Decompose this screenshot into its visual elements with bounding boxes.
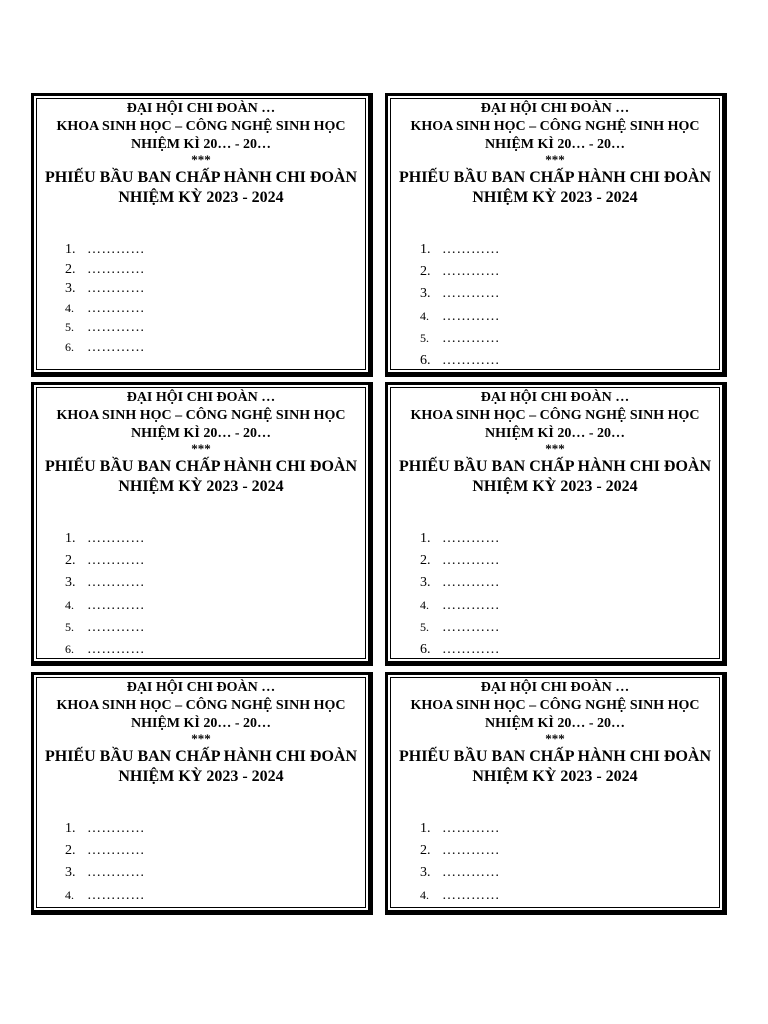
item-blank: …………	[442, 619, 500, 635]
list-item	[420, 821, 500, 843]
item-blank: …………	[87, 261, 145, 277]
ballot-card-inner	[390, 387, 720, 659]
ballot-title: PHIẾU BẦU BAN CHẤP HÀNH CHI ĐOÀN	[398, 169, 711, 186]
ballot-card-inner	[36, 98, 366, 370]
item-number: 5.	[420, 330, 429, 345]
item-number: 4.	[420, 597, 429, 612]
list-item	[420, 642, 500, 659]
list-item	[65, 598, 145, 620]
list-item	[65, 281, 145, 301]
item-number: 3.	[65, 281, 76, 296]
item-blank: …………	[442, 865, 500, 881]
item-number: 6.	[65, 339, 74, 354]
stars-divider: ***	[545, 731, 565, 746]
list-item	[420, 242, 500, 264]
list-item	[420, 553, 500, 575]
item-blank: …………	[442, 286, 500, 302]
item-blank: …………	[442, 597, 500, 613]
faculty-line: KHOA SINH HỌC – CÔNG NGHỆ SINH HỌC	[56, 408, 346, 423]
item-blank: …………	[87, 821, 145, 836]
item-blank: …………	[87, 641, 145, 657]
list-item	[420, 353, 500, 370]
list-item	[420, 309, 500, 331]
item-number: 1.	[420, 821, 431, 836]
ballot-header	[37, 100, 365, 208]
item-number: 4.	[65, 597, 74, 612]
item-number: 3.	[420, 286, 431, 302]
item-number: 2.	[65, 261, 76, 277]
stars-divider: ***	[191, 441, 211, 456]
list-item	[65, 575, 145, 597]
item-blank: …………	[87, 339, 145, 355]
faculty-line: KHOA SINH HỌC – CÔNG NGHỆ SINH HỌC	[56, 119, 346, 134]
list-item	[65, 888, 145, 908]
item-blank: …………	[87, 843, 145, 859]
ballot-card	[31, 672, 373, 915]
item-blank: …………	[442, 887, 500, 903]
list-item	[65, 865, 145, 887]
ballot-card	[385, 672, 727, 915]
item-blank: …………	[87, 575, 145, 591]
term-line: NHIỆM KÌ 20… - 20…	[131, 137, 271, 152]
ballot-term-title: NHIỆM KỲ 2023 - 2024	[472, 768, 638, 785]
candidate-list	[420, 242, 500, 370]
list-item	[65, 620, 145, 642]
item-number: 6.	[65, 641, 74, 656]
congress-line: ĐẠI HỘI CHI ĐOÀN …	[480, 101, 630, 116]
ballot-title: PHIẾU BẦU BAN CHẤP HÀNH CHI ĐOÀN	[44, 169, 357, 186]
item-blank: …………	[87, 619, 145, 635]
term-line: NHIỆM KÌ 20… - 20…	[485, 426, 625, 441]
term-line: NHIỆM KÌ 20… - 20…	[131, 426, 271, 441]
ballot-term-title: NHIỆM KỲ 2023 - 2024	[472, 189, 638, 206]
item-blank: …………	[442, 352, 500, 368]
faculty-line: KHOA SINH HỌC – CÔNG NGHỆ SINH HỌC	[410, 408, 700, 423]
list-item	[420, 888, 500, 908]
item-number: 2.	[65, 843, 76, 859]
item-number: 6.	[420, 352, 431, 368]
item-number: 3.	[420, 865, 431, 881]
item-blank: …………	[442, 575, 500, 591]
item-number: 1.	[420, 531, 431, 546]
candidate-list	[420, 821, 500, 908]
congress-line: ĐẠI HỘI CHI ĐOÀN …	[126, 101, 276, 116]
list-item	[420, 286, 500, 308]
stars-divider: ***	[545, 152, 565, 167]
item-blank: …………	[87, 242, 145, 257]
list-item	[65, 242, 145, 262]
item-number: 3.	[420, 575, 431, 591]
candidate-list	[65, 242, 145, 359]
ballot-header	[37, 679, 365, 787]
item-blank: …………	[87, 300, 145, 316]
ballot-card-inner	[36, 677, 366, 908]
item-number: 5.	[65, 619, 74, 634]
term-line: NHIỆM KÌ 20… - 20…	[485, 137, 625, 152]
item-number: 5.	[65, 320, 74, 334]
item-blank: …………	[87, 865, 145, 881]
faculty-line: KHOA SINH HỌC – CÔNG NGHỆ SINH HỌC	[410, 698, 700, 713]
item-blank: …………	[442, 242, 500, 257]
list-item	[420, 865, 500, 887]
faculty-line: KHOA SINH HỌC – CÔNG NGHỆ SINH HỌC	[56, 698, 346, 713]
item-blank: …………	[442, 330, 500, 346]
ballot-title: PHIẾU BẦU BAN CHẤP HÀNH CHI ĐOÀN	[398, 458, 711, 475]
item-number: 2.	[420, 553, 431, 569]
item-blank: …………	[87, 531, 145, 546]
list-item	[65, 301, 145, 321]
list-item	[65, 531, 145, 553]
item-number: 4.	[420, 308, 429, 323]
ballot-card	[31, 93, 373, 377]
item-number: 2.	[420, 264, 431, 280]
list-item	[420, 331, 500, 353]
item-number: 3.	[65, 865, 76, 881]
stars-divider: ***	[191, 731, 211, 746]
ballot-card-inner	[36, 387, 366, 659]
list-item	[420, 575, 500, 597]
list-item	[420, 531, 500, 553]
congress-line: ĐẠI HỘI CHI ĐOÀN …	[480, 680, 630, 695]
item-blank: …………	[87, 320, 145, 335]
list-item	[65, 262, 145, 282]
list-item	[65, 340, 145, 360]
item-number: 2.	[65, 553, 76, 569]
stars-divider: ***	[191, 152, 211, 167]
stars-divider: ***	[545, 441, 565, 456]
item-number: 2.	[420, 843, 431, 859]
item-number: 3.	[65, 575, 76, 591]
list-item	[420, 598, 500, 620]
item-number: 5.	[420, 619, 429, 634]
list-item	[420, 264, 500, 286]
list-item	[65, 843, 145, 865]
congress-line: ĐẠI HỘI CHI ĐOÀN …	[480, 390, 630, 405]
ballot-header	[37, 389, 365, 497]
ballot-title: PHIẾU BẦU BAN CHẤP HÀNH CHI ĐOÀN	[398, 748, 711, 765]
item-number: 6.	[420, 641, 431, 657]
congress-line: ĐẠI HỘI CHI ĐOÀN …	[126, 680, 276, 695]
list-item	[65, 642, 145, 659]
item-blank: …………	[442, 264, 500, 280]
congress-line: ĐẠI HỘI CHI ĐOÀN …	[126, 390, 276, 405]
ballot-card-inner	[390, 98, 720, 370]
ballot-header	[391, 679, 719, 787]
item-blank: …………	[87, 887, 145, 903]
item-number: 4.	[65, 887, 74, 902]
candidate-list	[65, 531, 145, 659]
ballot-title: PHIẾU BẦU BAN CHẤP HÀNH CHI ĐOÀN	[44, 458, 357, 475]
item-blank: …………	[87, 281, 145, 296]
item-number: 1.	[420, 242, 431, 257]
ballot-term-title: NHIỆM KỲ 2023 - 2024	[472, 478, 638, 495]
ballot-card	[385, 382, 727, 666]
item-blank: …………	[442, 821, 500, 836]
item-blank: …………	[442, 843, 500, 859]
term-line: NHIỆM KÌ 20… - 20…	[131, 716, 271, 731]
item-number: 4.	[420, 887, 429, 902]
faculty-line: KHOA SINH HỌC – CÔNG NGHỆ SINH HỌC	[410, 119, 700, 134]
list-item	[65, 320, 145, 340]
item-number: 1.	[65, 242, 76, 257]
ballot-card	[31, 382, 373, 666]
ballot-term-title: NHIỆM KỲ 2023 - 2024	[118, 478, 284, 495]
list-item	[65, 553, 145, 575]
candidate-list	[420, 531, 500, 659]
item-blank: …………	[87, 597, 145, 613]
ballot-card	[385, 93, 727, 377]
ballot-term-title: NHIỆM KỲ 2023 - 2024	[118, 189, 284, 206]
item-blank: …………	[442, 641, 500, 657]
list-item	[420, 843, 500, 865]
list-item	[420, 620, 500, 642]
ballot-header	[391, 389, 719, 497]
item-blank: …………	[87, 553, 145, 569]
ballot-card-inner	[390, 677, 720, 908]
item-number: 4.	[65, 300, 74, 315]
item-blank: …………	[442, 553, 500, 569]
item-number: 1.	[65, 531, 76, 546]
item-number: 1.	[65, 821, 76, 836]
list-item	[65, 821, 145, 843]
ballot-title: PHIẾU BẦU BAN CHẤP HÀNH CHI ĐOÀN	[44, 748, 357, 765]
term-line: NHIỆM KÌ 20… - 20…	[485, 716, 625, 731]
item-blank: …………	[442, 308, 500, 324]
ballot-term-title: NHIỆM KỲ 2023 - 2024	[118, 768, 284, 785]
item-blank: …………	[442, 531, 500, 546]
candidate-list	[65, 821, 145, 908]
ballot-header	[391, 100, 719, 208]
